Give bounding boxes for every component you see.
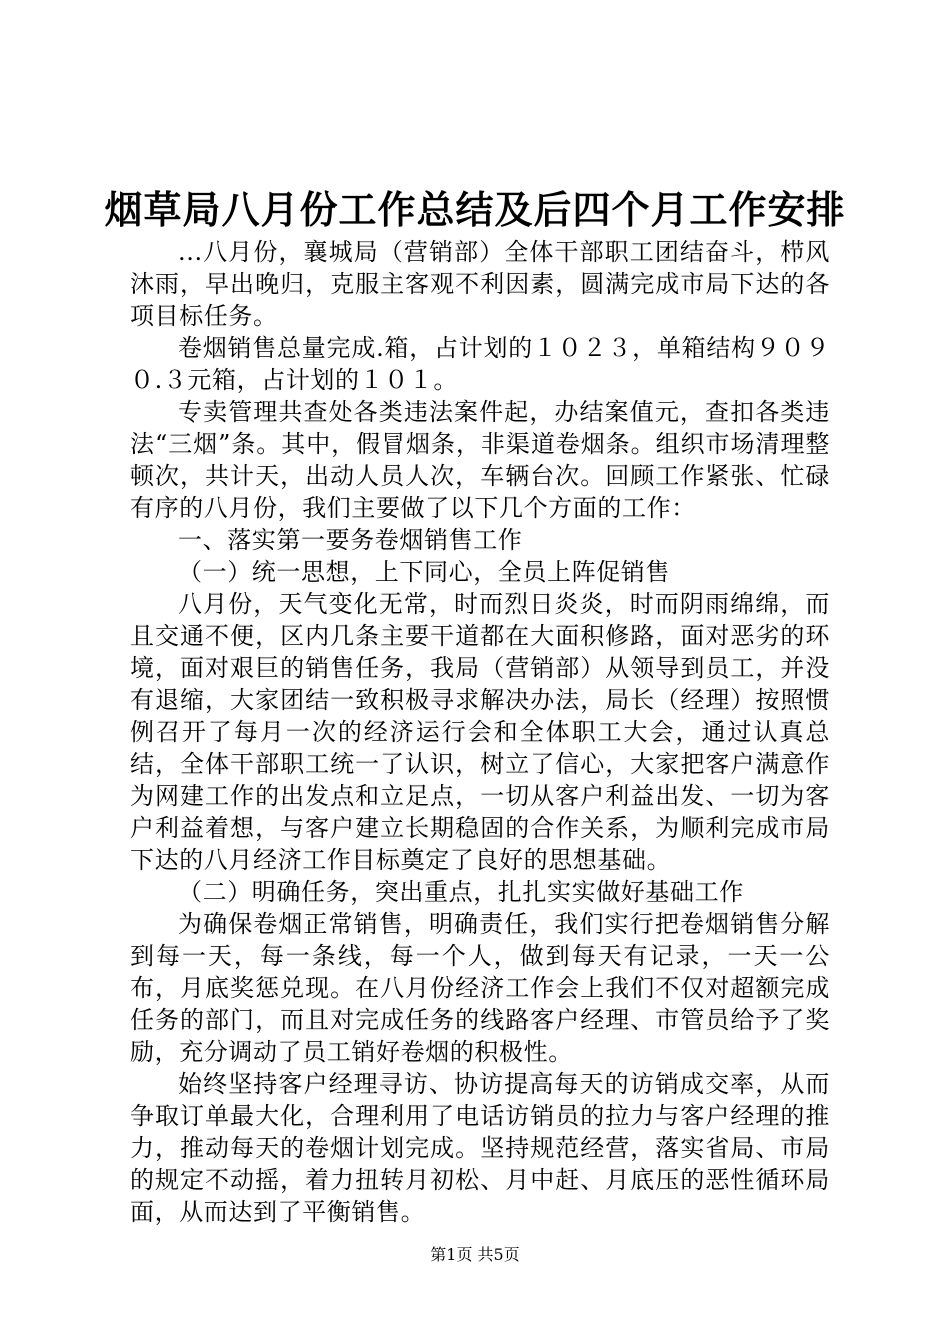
- subsection-heading-2: （二）明确任务，突出重点，扎扎实实做好基础工作: [178, 878, 744, 906]
- page-footer: 第1页 共5页: [430, 1245, 520, 1264]
- document-body: [130, 236, 830, 1228]
- paragraph-monopoly-management: 专卖管理共查处各类违法案件起，办结案值元，查扣各类违法“三烟”条。其中，假冒烟条，非渠道卷烟条。组织市场清理整顿次，共计天，出动人员人次，车辆台次。回顾工作紧张、忙碌有序的八月份，我们主要做了以下几个方面的工作：: [130, 398, 830, 522]
- section-heading-1: 一、落实第一要务卷烟销售工作: [178, 526, 523, 554]
- paragraph-task-breakdown: 为确保卷烟正常销售，明确责任，我们实行把卷烟销售分解到每一天，每一条线，每一个人，做到每天有记录，一天一公布，月底奖惩兑现。在八月份经济工作会上我们不仅对超额完成任务的部门，而且对完成任务的线路客户经理、市管员给予了奖励，充分调动了员工销好卷烟的积极性。: [130, 910, 830, 1066]
- paragraph-customer-visits: 始终坚持客户经理寻访、协访提高每天的访销成交率，从而争取订单最大化，合理利用了电话访销员的拉力与客户经理的推力，推动每天的卷烟计划完成。坚持规范经营，落实省局、市局的规定不动摇，着力扭转月初松、月中赶、月底压的恶性循环局面，从而达到了平衡销售。: [130, 1070, 830, 1226]
- paragraph-intro: ...八月份，襄城局（营销部）全体干部职工团结奋斗，栉风沐雨，早出晚归，克服主客观不利因素，圆满完成市局下达的各项目标任务。: [130, 238, 830, 330]
- paragraph-august-conditions: 八月份，天气变化无常，时而烈日炎炎，时而阴雨绵绵，而且交通不便，区内几条主要干道都在大面积修路，面对恶劣的环境，面对艰巨的销售任务，我局（营销部）从领导到员工，并没有退缩，大家团结一致积极寻求解决办法，局长（经理）按照惯例召开了每月一次的经济运行会和全体职工大会，通过认真总结，全体干部职工统一了认识，树立了信心，大家把客户满意作为网建工作的出发点和立足点，一切从客户利益出发、一切为客户利益着想，与客户建立长期稳固的合作关系，为顺利完成市局下达的八月经济工作目标奠定了良好的思想基础。: [130, 590, 830, 874]
- subsection-heading-1: （一）统一思想，上下同心，全员上阵促销售: [178, 558, 670, 586]
- paragraph-sales-total: 卷烟销售总量完成.箱，占计划的１０２３，单箱结构９０９０.３元箱，占计划的１０１。: [130, 334, 830, 394]
- document-title: 烟草局八月份工作总结及后四个月工作安排: [104, 187, 846, 232]
